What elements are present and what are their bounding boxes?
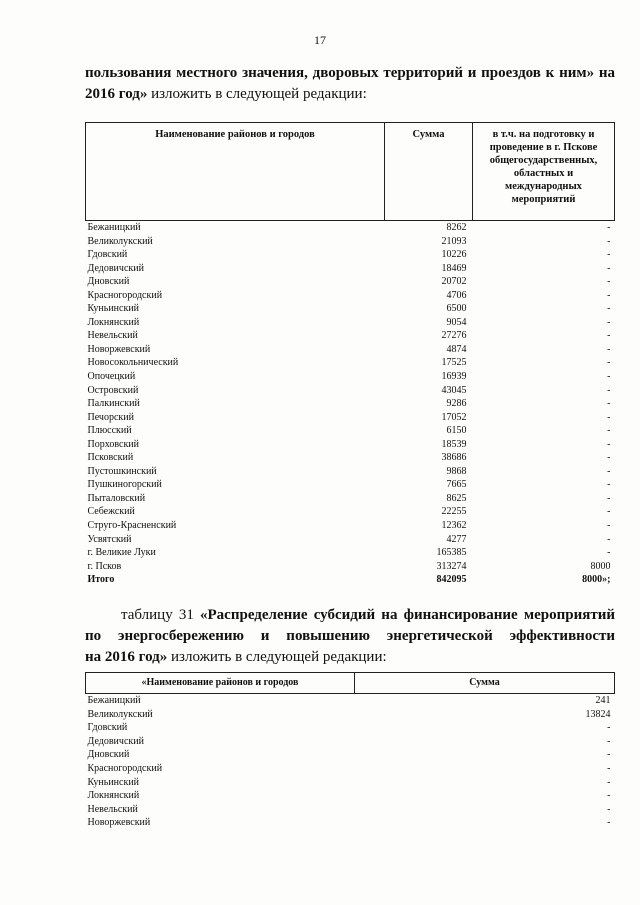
table-row <box>86 343 615 357</box>
row-name: Дедовичский <box>87 262 144 274</box>
row-events: - <box>607 330 611 342</box>
row-sum: 12362 <box>441 520 467 532</box>
table-row <box>86 329 615 343</box>
table-row <box>86 438 615 452</box>
row-events: - <box>607 249 611 261</box>
row-name: Дновский <box>87 276 130 288</box>
row-name: Пустошкинский <box>87 465 157 477</box>
table-row <box>86 721 615 735</box>
row-events: - <box>607 479 611 491</box>
table-header-row <box>86 123 615 221</box>
row-sum: 9868 <box>446 465 467 477</box>
table-row <box>86 546 615 560</box>
row-name: Невельский <box>87 330 138 342</box>
t2-header-name: «Наименование районов и городов <box>86 673 355 694</box>
row-sum: - <box>607 790 611 802</box>
intro-line-2-bold: 2016 год» <box>85 86 148 102</box>
table-row <box>86 816 615 830</box>
row-name: Гдовский <box>87 722 128 734</box>
row-name: Новоржевский <box>87 343 151 355</box>
row-sum: 9054 <box>446 316 467 328</box>
row-name: Островский <box>87 384 139 396</box>
row-sum: 16939 <box>441 371 467 383</box>
section2-paragraph <box>85 605 615 668</box>
row-name: г. Псков <box>87 560 122 572</box>
table-row <box>86 289 615 303</box>
table-row <box>86 694 615 708</box>
row-events: - <box>607 235 611 247</box>
total-row <box>86 573 615 587</box>
table-row <box>86 316 615 330</box>
row-name: Опочецкий <box>87 371 136 383</box>
row-name: Себежский <box>87 506 135 518</box>
table-row <box>86 776 615 790</box>
row-sum: 7665 <box>446 479 467 491</box>
table-row <box>86 789 615 803</box>
row-name: Локнянский <box>87 316 140 328</box>
row-sum: 20702 <box>441 276 467 288</box>
total-events: 8000»; <box>582 574 611 586</box>
row-sum: 38686 <box>441 452 467 464</box>
row-sum: - <box>607 776 611 788</box>
section2-prefix: таблицу 31 <box>121 607 201 623</box>
row-sum: - <box>607 817 611 829</box>
t2-header-sum: Сумма <box>355 673 615 694</box>
row-events: - <box>607 506 611 518</box>
table-row <box>86 384 615 398</box>
table-row <box>86 262 615 276</box>
row-name: Пыталовский <box>87 492 146 504</box>
roads-subsidy-table <box>85 122 615 587</box>
row-sum: 43045 <box>441 384 467 396</box>
table-row <box>86 519 615 533</box>
row-name: Невельский <box>87 803 138 815</box>
row-sum: - <box>607 749 611 761</box>
row-name: Гдовский <box>87 249 128 261</box>
row-name: Палкинский <box>87 398 140 410</box>
row-sum: 4874 <box>446 343 467 355</box>
row-name: Локнянский <box>87 790 140 802</box>
table-row <box>86 735 615 749</box>
header-events: в т.ч. на подготовку и проведение в г. Пскове общегосударственных, областных и международных мероприятий <box>473 123 615 221</box>
row-name: Дедовичский <box>87 735 144 747</box>
row-events: - <box>607 411 611 423</box>
row-sum: - <box>607 735 611 747</box>
table-row <box>86 275 615 289</box>
row-events: - <box>607 438 611 450</box>
intro-paragraph <box>85 63 615 105</box>
row-events: - <box>607 303 611 315</box>
header-sum: Сумма <box>385 123 473 221</box>
row-sum: 6150 <box>446 425 467 437</box>
row-name: Псковский <box>87 452 134 464</box>
table-row <box>86 478 615 492</box>
row-name: Куньинский <box>87 776 140 788</box>
row-sum: 10226 <box>441 249 467 261</box>
intro-line-2-rest: изложить в следующей редакции: <box>147 86 367 102</box>
row-events: - <box>607 262 611 274</box>
table-row <box>86 411 615 425</box>
table-row <box>86 302 615 316</box>
intro-line-1: пользования местного значения, дворовых территорий и проездов к ним» на <box>85 65 615 81</box>
row-sum: 17525 <box>441 357 467 369</box>
row-sum: 18469 <box>441 262 467 274</box>
row-events: - <box>607 520 611 532</box>
section2-title-1: «Распределение субсидий на финансирование мероприятий <box>200 607 615 623</box>
table-row <box>86 748 615 762</box>
row-events: - <box>607 384 611 396</box>
table-row <box>86 560 615 574</box>
row-name: Новоржевский <box>87 817 151 829</box>
row-sum: 17052 <box>441 411 467 423</box>
row-events: 8000 <box>590 560 611 572</box>
table-row <box>86 533 615 547</box>
row-sum: 27276 <box>441 330 467 342</box>
row-name: Плюсский <box>87 425 132 437</box>
row-sum: 165385 <box>436 547 467 559</box>
row-sum: - <box>607 722 611 734</box>
row-events: - <box>607 343 611 355</box>
page-number: 17 <box>314 33 326 47</box>
row-sum: 4277 <box>446 533 467 545</box>
row-events: - <box>607 276 611 288</box>
section2-title-2: по энергосбережению и повышению энергетической эффективности <box>85 628 615 644</box>
row-sum: 13824 <box>585 708 611 720</box>
row-sum: 18539 <box>441 438 467 450</box>
row-name: Красногородский <box>87 289 163 301</box>
row-events: - <box>607 465 611 477</box>
energy-subsidy-table <box>85 672 615 830</box>
row-name: Струго-Красненский <box>87 520 177 532</box>
row-sum: 9286 <box>446 398 467 410</box>
row-name: Бежаницкий <box>87 695 141 706</box>
row-events: - <box>607 492 611 504</box>
table-row <box>86 505 615 519</box>
row-name: Пушкиногорский <box>87 479 162 491</box>
row-name: Новосокольнический <box>87 357 179 369</box>
row-sum: 6500 <box>446 303 467 315</box>
row-sum: 241 <box>595 695 611 706</box>
row-name: Дновский <box>87 749 130 761</box>
row-sum: 4706 <box>446 289 467 301</box>
table-row <box>86 708 615 722</box>
table-row <box>86 762 615 776</box>
row-events: - <box>607 316 611 328</box>
row-sum: - <box>607 803 611 815</box>
row-name: Куньинский <box>87 303 140 315</box>
table2-header-row <box>86 673 615 694</box>
table-row <box>86 397 615 411</box>
row-sum: 22255 <box>441 506 467 518</box>
table-row <box>86 465 615 479</box>
row-sum: 313274 <box>436 560 467 572</box>
row-name: Великолукский <box>87 235 153 247</box>
total-name: Итого <box>87 574 115 586</box>
row-events: - <box>607 398 611 410</box>
row-name: Усвятский <box>87 533 132 545</box>
row-name: Великолукский <box>87 708 153 720</box>
row-events: - <box>607 452 611 464</box>
table-row <box>86 370 615 384</box>
table-row <box>86 235 615 249</box>
table-row <box>86 424 615 438</box>
row-name: Красногородский <box>87 762 163 774</box>
section2-title-3: на 2016 год» <box>85 649 168 665</box>
row-sum: - <box>607 762 611 774</box>
row-events: - <box>607 357 611 369</box>
section2-rest: изложить в следующей редакции: <box>167 649 387 665</box>
header-name: Наименование районов и городов <box>86 123 385 221</box>
row-events: - <box>607 222 611 233</box>
row-name: Бежаницкий <box>87 222 141 233</box>
row-name: Порховский <box>87 438 140 450</box>
row-events: - <box>607 371 611 383</box>
row-sum: 21093 <box>441 235 467 247</box>
total-sum: 842095 <box>436 574 467 586</box>
table-row <box>86 356 615 370</box>
row-events: - <box>607 425 611 437</box>
table-row <box>86 803 615 817</box>
table-row <box>86 221 615 235</box>
row-events: - <box>607 547 611 559</box>
table-row <box>86 492 615 506</box>
row-sum: 8262 <box>446 222 467 233</box>
table-row <box>86 248 615 262</box>
table-row <box>86 451 615 465</box>
row-events: - <box>607 289 611 301</box>
row-name: Печорский <box>87 411 134 423</box>
row-events: - <box>607 533 611 545</box>
row-sum: 8625 <box>446 492 467 504</box>
row-name: г. Великие Луки <box>87 547 156 559</box>
